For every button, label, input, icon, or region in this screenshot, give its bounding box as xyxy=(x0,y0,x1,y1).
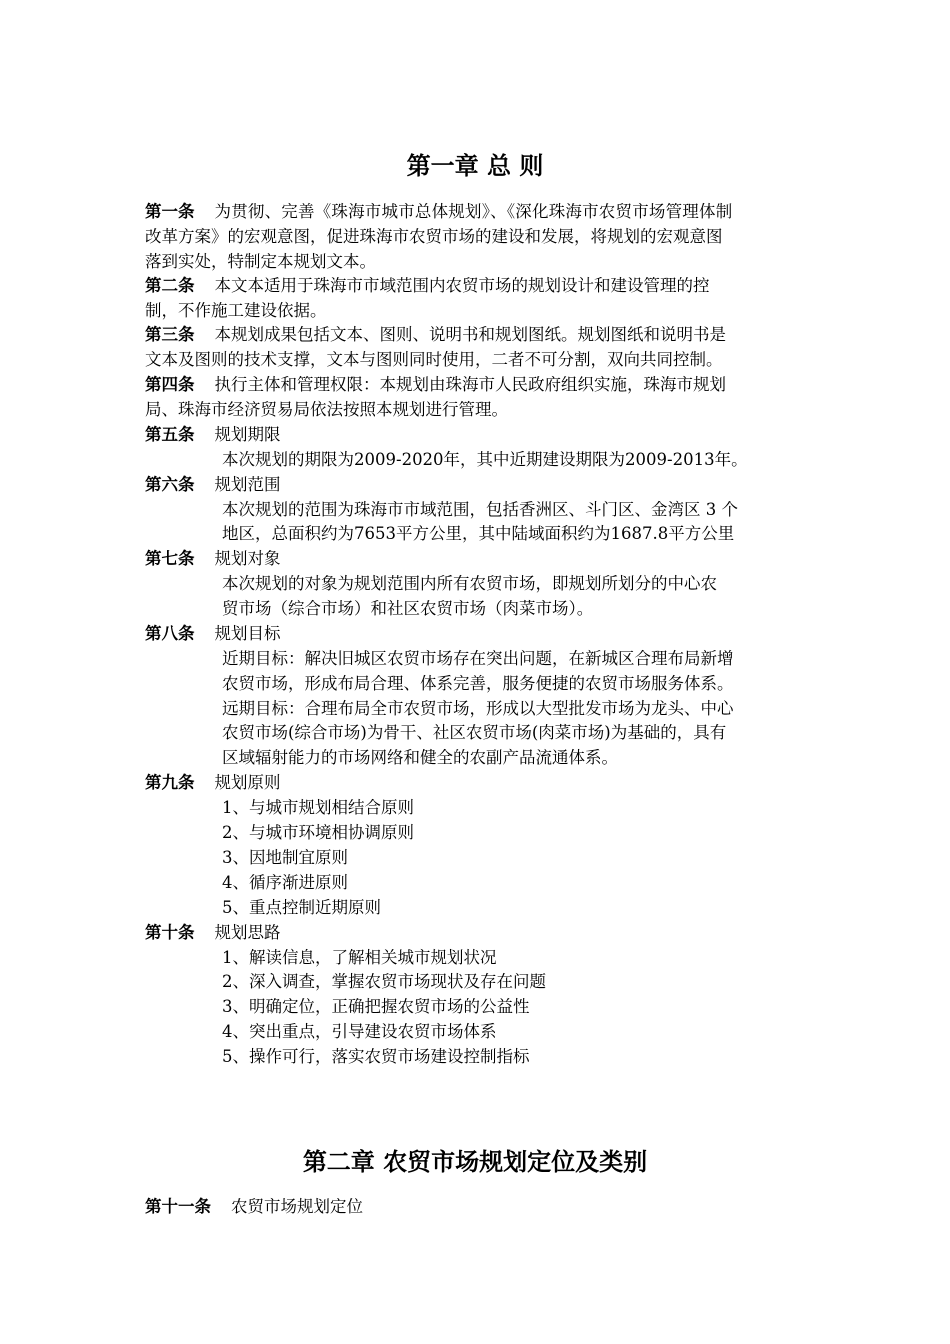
article-8-heading: 规划目标 xyxy=(214,624,281,643)
article-9-item-3: 3、因地制宜原则 xyxy=(222,848,348,867)
article-6-line-1: 本次规划的范围为珠海市市域范围，包括香洲区、斗门区、金湾区 3 个 xyxy=(222,500,738,519)
article-1 xyxy=(145,202,732,222)
article-11-label: 第十一条 xyxy=(145,1197,211,1216)
article-6-heading: 规划范围 xyxy=(214,475,281,494)
article-3-line-2: 文本及图则的技术支撑，文本与图则同时使用，二者不可分割，双向共同控制。 xyxy=(145,350,723,369)
article-7-line-1: 本次规划的对象为规划范围内所有农贸市场，即规划所划分的中心农 xyxy=(222,574,717,593)
article-9-label: 第九条 xyxy=(145,773,195,792)
article-8-line-2: 农贸市场，形成布局合理、体系完善，服务便捷的农贸市场服务体系。 xyxy=(222,674,734,693)
article-6 xyxy=(145,475,281,495)
article-9-item-5: 5、重点控制近期原则 xyxy=(222,898,381,917)
article-7 xyxy=(145,549,281,569)
article-8 xyxy=(145,624,281,644)
article-10-item-1: 1、解读信息，了解相关城市规划状况 xyxy=(222,948,497,967)
article-1-label: 第一条 xyxy=(145,202,195,221)
article-10-label: 第十条 xyxy=(145,923,195,942)
article-8-line-4: 农贸市场(综合市场)为骨干、社区农贸市场(肉菜市场)为基础的，具有 xyxy=(222,723,727,742)
article-7-heading: 规划对象 xyxy=(214,549,281,568)
article-9-item-1: 1、与城市规划相结合原则 xyxy=(222,798,414,817)
article-4 xyxy=(145,375,726,395)
chapter-2-title: 第二章 农贸市场规划定位及类别 xyxy=(302,1148,648,1176)
article-2 xyxy=(145,276,710,296)
chapter-1-title: 第一章 总 则 xyxy=(406,152,544,180)
article-11-heading: 农贸市场规划定位 xyxy=(231,1197,363,1216)
article-4-label: 第四条 xyxy=(145,375,195,394)
article-9-item-4: 4、循序渐进原则 xyxy=(222,873,348,892)
article-6-line-2: 地区，总面积约为7653平方公里，其中陆域面积约为1687.8平方公里 xyxy=(222,524,735,543)
article-9 xyxy=(145,773,281,793)
article-3 xyxy=(145,325,726,345)
article-4-line-2: 局、珠海市经济贸易局依法按照本规划进行管理。 xyxy=(145,400,508,419)
article-10-item-2: 2、深入调查，掌握农贸市场现状及存在问题 xyxy=(222,972,546,991)
article-8-line-5: 区域辐射能力的市场网络和健全的农副产品流通体系。 xyxy=(222,748,618,767)
article-1-line-3: 落到实处，特制定本规划文本。 xyxy=(145,252,376,271)
article-7-label: 第七条 xyxy=(145,549,195,568)
article-9-heading: 规划原则 xyxy=(214,773,281,792)
article-10-item-5: 5、操作可行，落实农贸市场建设控制指标 xyxy=(222,1047,530,1066)
article-11 xyxy=(145,1197,363,1217)
article-4-line-1: 执行主体和管理权限：本规划由珠海市人民政府组织实施，珠海市规划 xyxy=(214,375,726,394)
article-6-label: 第六条 xyxy=(145,475,195,494)
article-1-line-1: 为贯彻、完善《珠海市城市总体规划》、《深化珠海市农贸市场管理体制 xyxy=(214,202,733,221)
article-10-heading: 规划思路 xyxy=(214,923,281,942)
article-5 xyxy=(145,425,281,445)
article-3-line-1: 本规划成果包括文本、图则、说明书和规划图纸。规划图纸和说明书是 xyxy=(214,325,726,344)
article-1-line-2: 改革方案》的宏观意图，促进珠海市农贸市场的建设和发展，将规划的宏观意图 xyxy=(145,227,723,246)
article-2-line-1: 本文本适用于珠海市市域范围内农贸市场的规划设计和建设管理的控 xyxy=(214,276,710,295)
article-5-line-1: 本次规划的期限为2009-2020年，其中近期建设期限为2009-2013年。 xyxy=(222,450,748,469)
article-2-line-2: 制，不作施工建设依据。 xyxy=(145,301,327,320)
article-10-item-4: 4、突出重点，引导建设农贸市场体系 xyxy=(222,1022,497,1041)
article-8-line-1: 近期目标：解决旧城区农贸市场存在突出问题，在新城区合理布局新增 xyxy=(222,649,734,668)
article-9-item-2: 2、与城市环境相协调原则 xyxy=(222,823,414,842)
article-5-heading: 规划期限 xyxy=(214,425,281,444)
article-8-label: 第八条 xyxy=(145,624,195,643)
article-2-label: 第二条 xyxy=(145,276,195,295)
article-3-label: 第三条 xyxy=(145,325,195,344)
article-10-item-3: 3、明确定位，正确把握农贸市场的公益性 xyxy=(222,997,530,1016)
article-7-line-2: 贸市场（综合市场）和社区农贸市场（肉菜市场）。 xyxy=(222,599,594,618)
article-8-line-3: 远期目标：合理布局全市农贸市场，形成以大型批发市场为龙头、中心 xyxy=(222,699,734,718)
article-5-label: 第五条 xyxy=(145,425,195,444)
article-10 xyxy=(145,923,281,943)
